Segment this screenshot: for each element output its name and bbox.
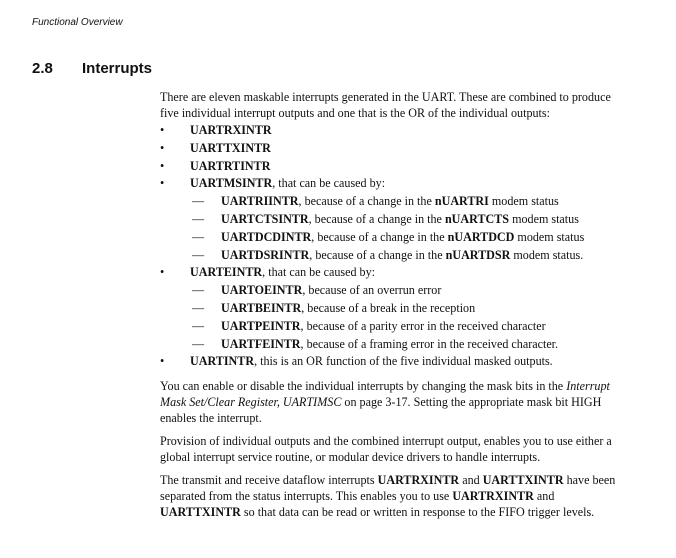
interrupt-name: UARTCTSINTR <box>221 211 309 226</box>
sub-list-item-text: UARTRIINTR, because of a change in the nUARTRI modem status <box>221 194 559 209</box>
dash-icon: — <box>192 194 205 209</box>
sub-list-item <box>160 229 616 247</box>
dash-icon: — <box>192 211 205 226</box>
list-item <box>160 175 616 193</box>
list-item <box>160 264 616 282</box>
interrupt-name: UARTINTR <box>190 354 255 369</box>
bullet-icon: • <box>160 140 165 155</box>
interrupt-name: UARTRXINTR <box>452 489 534 504</box>
interrupt-list <box>160 122 616 371</box>
interrupt-name: UARTRXINTR <box>377 473 460 488</box>
interrupt-name: UARTEINTR <box>190 265 263 280</box>
interrupt-name: UARTFEINTR <box>221 336 301 351</box>
sub-list-item <box>160 336 616 354</box>
list-item <box>160 140 616 158</box>
dataflow-paragraph: The transmit and receive dataflow interrupts UARTRXINTR and UARTTXINTR have been separated from the status interrupts. This enables you to use UARTRXINTR and UARTTXINTR so that data can be read or written in response to the FIFO trigger levels. <box>160 473 616 520</box>
register-reference: Interrupt Mask Set/Clear Register, UARTIMSC <box>160 379 610 410</box>
list-item-text <box>190 122 272 140</box>
running-header: Functional Overview <box>32 17 123 28</box>
list-item-text <box>190 158 270 176</box>
list-item-text: UARTINTR, this is an OR function of the five individual masked outputs. <box>190 354 553 369</box>
interrupt-name: UARTTXINTR <box>482 473 564 488</box>
dash-icon: — <box>192 336 205 351</box>
intro-paragraph: There are eleven maskable interrupts generated in the UART. These are combined to produce five individual interrupt outputs and one that is the OR of the individual outputs: <box>160 90 611 120</box>
dash-icon: — <box>192 229 205 244</box>
section-title: Interrupts <box>82 60 153 77</box>
sub-list-item-text: UARTBEINTR, because of a break in the reception <box>221 300 476 315</box>
sub-list-item <box>160 211 616 229</box>
list-item-text: UARTEINTR, that can be caused by: <box>190 265 375 280</box>
bullet-icon: • <box>160 354 165 369</box>
signal-name: nUARTCTS <box>444 211 510 226</box>
bullet-icon: • <box>160 176 165 191</box>
dash-icon: — <box>192 318 205 333</box>
interrupt-name: UARTPEINTR <box>221 318 301 333</box>
interrupt-name: UARTTXINTR <box>190 140 271 155</box>
interrupt-name: UARTRIINTR <box>221 194 299 209</box>
interrupt-name: UARTMSINTR <box>190 176 273 191</box>
sub-list-item <box>160 193 616 211</box>
sub-list-item-text: UARTOEINTR, because of an overrun error <box>221 283 442 298</box>
sub-list-item-text: UARTDSRINTR, because of a change in the nUARTDSR modem status. <box>221 247 584 262</box>
signal-name: nUARTRI <box>434 194 489 209</box>
sub-list-item-text: UARTDCDINTR, because of a change in the nUARTDCD modem status <box>221 229 585 244</box>
dash-icon: — <box>192 247 205 262</box>
signal-name: nUARTDCD <box>447 229 515 244</box>
section-body <box>160 89 616 520</box>
list-item-text: UARTMSINTR, that can be caused by: <box>190 176 386 191</box>
mask-paragraph: You can enable or disable the individual interrupts by changing the mask bits in the Interrupt Mask Set/Clear Register, UARTIMSC on page 3-17. Setting the appropriate mask bit HIGH enables the interrupt. <box>160 379 610 426</box>
interrupt-name: UARTOEINTR <box>221 283 303 298</box>
sub-list-item <box>160 247 616 265</box>
section-number: 2.8 <box>32 60 53 77</box>
sub-list-item-text: UARTFEINTR, because of a framing error in the received character. <box>221 336 559 351</box>
bullet-icon: • <box>160 123 165 137</box>
list-item-text <box>190 140 271 158</box>
interrupt-name: UARTBEINTR <box>221 300 302 315</box>
dash-icon: — <box>192 283 205 298</box>
sub-list-item <box>160 282 616 300</box>
sub-list-item <box>160 300 616 318</box>
sub-list-item-text: UARTCTSINTR, because of a change in the nUARTCTS modem status <box>221 211 579 226</box>
signal-name: nUARTDSR <box>445 247 511 262</box>
interrupt-name: UARTDCDINTR <box>221 229 312 244</box>
dash-icon: — <box>192 300 205 315</box>
interrupt-name: UARTDSRINTR <box>221 247 310 262</box>
list-item <box>160 122 616 140</box>
list-item <box>160 353 616 371</box>
interrupt-name: UARTRXINTR <box>190 123 272 137</box>
list-item <box>160 158 616 176</box>
sub-list-item <box>160 318 616 336</box>
interrupt-name: UARTRTINTR <box>190 158 271 173</box>
bullet-icon: • <box>160 158 165 173</box>
sub-list-item-text: UARTPEINTR, because of a parity error in the received character <box>221 318 546 333</box>
interrupt-name: UARTTXINTR <box>160 505 241 520</box>
bullet-icon: • <box>160 265 165 280</box>
provision-paragraph: Provision of individual outputs and the combined interrupt output, enables you to use either a global interrupt service routine, or modular device drivers to handle interrupts. <box>160 434 612 465</box>
